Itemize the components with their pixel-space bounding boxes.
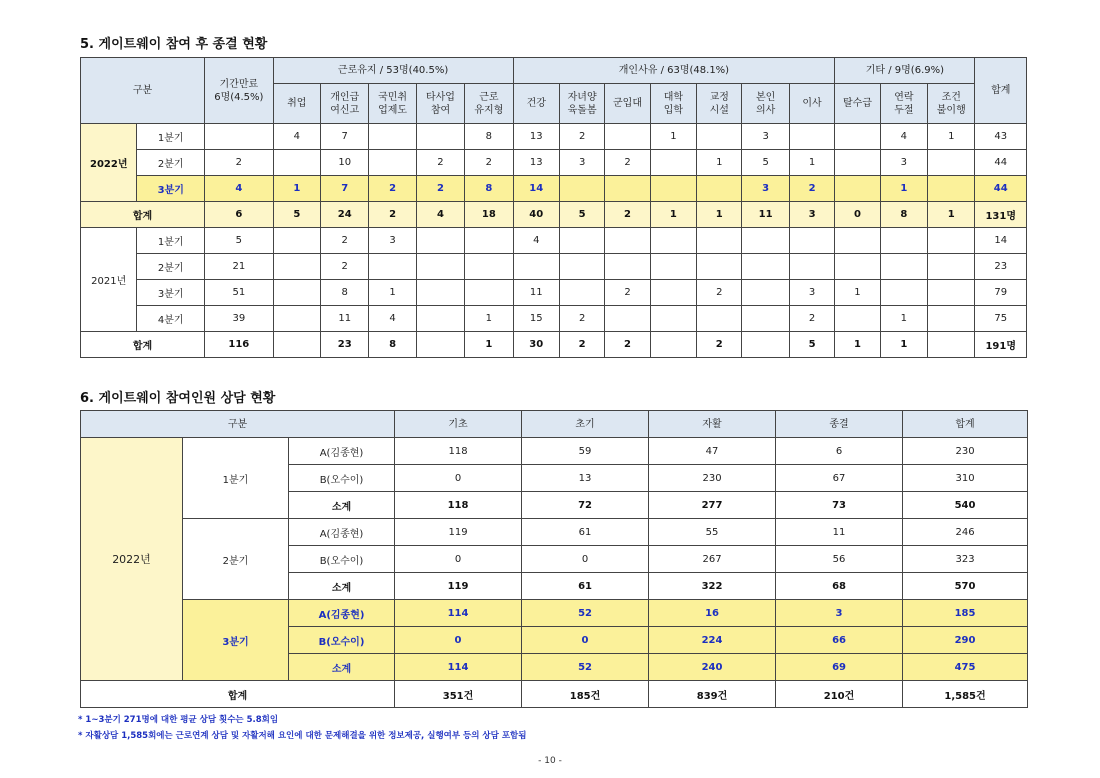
data-cell: 3 [369,228,416,254]
data-cell: 131명 [975,202,1027,228]
sub-header: 개인급 여신고 [321,84,369,124]
quarter-label: 1분기 [137,124,205,150]
data-cell [559,228,604,254]
expiry-header: 기간만료 6명(4.5%) [205,58,274,124]
data-cell: 114 [395,654,522,681]
data-cell: 2 [697,332,742,358]
data-cell: 118 [395,438,522,465]
data-cell: 7 [321,124,369,150]
data-cell [697,124,742,150]
data-cell [650,150,696,176]
table-row [81,438,1028,465]
data-cell [369,124,416,150]
data-cell: 13 [522,465,649,492]
table-row [81,280,1027,306]
table-row [81,150,1027,176]
data-cell [465,254,513,280]
data-cell: 1 [835,332,880,358]
data-cell: 230 [649,465,776,492]
counselor-name: 소계 [289,573,395,600]
termination-table [80,57,1027,358]
data-cell: 10 [321,150,369,176]
data-cell [928,306,975,332]
data-cell: 2 [369,176,416,202]
sub-header: 이사 [789,84,834,124]
data-cell [928,228,975,254]
quarter-label: 1분기 [183,438,289,519]
data-cell: 1 [880,332,927,358]
quarter-label: 2분기 [183,519,289,600]
table-row [81,202,1027,228]
sub-header: 군입대 [605,84,650,124]
data-cell: 2 [605,150,650,176]
year-cell: 2022년 [81,124,137,202]
year-cell: 2022년 [81,438,183,681]
data-cell: 75 [975,306,1027,332]
data-cell [742,254,789,280]
data-cell: 79 [975,280,1027,306]
sum-label: 합계 [81,332,205,358]
data-cell [273,332,320,358]
data-cell: 0 [522,546,649,573]
data-cell: 185 [903,600,1028,627]
data-cell [697,306,742,332]
data-cell: 40 [513,202,559,228]
data-cell: 4 [369,306,416,332]
category-header: 구분 [81,411,395,438]
data-cell: 68 [776,573,903,600]
data-cell [928,332,975,358]
data-cell: 72 [522,492,649,519]
counselor-name: B(오수이) [289,465,395,492]
data-cell [650,306,696,332]
total-cell: 185건 [522,681,649,708]
data-cell: 2 [559,124,604,150]
data-cell [416,254,464,280]
total-cell: 1,585건 [903,681,1028,708]
data-cell: 267 [649,546,776,573]
data-cell: 2 [321,228,369,254]
data-cell: 224 [649,627,776,654]
sub-header: 건강 [513,84,559,124]
data-cell [835,306,880,332]
data-cell: 1 [465,332,513,358]
data-cell: 18 [465,202,513,228]
data-cell: 5 [742,150,789,176]
data-cell: 240 [649,654,776,681]
data-cell: 1 [928,202,975,228]
table-row [81,124,1027,150]
sub-header: 자녀양 육돌봄 [559,84,604,124]
data-cell: 51 [205,280,274,306]
data-cell: 290 [903,627,1028,654]
data-cell: 1 [928,124,975,150]
data-cell [605,124,650,150]
data-cell [559,176,604,202]
data-cell: 14 [513,176,559,202]
data-cell: 118 [395,492,522,519]
data-cell: 5 [273,202,320,228]
data-cell [880,228,927,254]
category-header: 구분 [81,58,205,124]
data-cell: 570 [903,573,1028,600]
column-header: 기초 [395,411,522,438]
counselor-name: A(김종현) [289,600,395,627]
other-group-header: 기타 / 9명(6.9%) [835,58,975,84]
data-cell [928,254,975,280]
data-cell: 7 [321,176,369,202]
data-cell: 13 [513,124,559,150]
data-cell: 230 [903,438,1028,465]
data-cell [559,280,604,306]
data-cell: 540 [903,492,1028,519]
data-cell: 0 [395,546,522,573]
note-consulting: * 자활상담 1,585회에는 근로연계 상담 및 자활저해 요인에 대한 문제해결을 위한 정보제공, 실행여부 등의 상담 포함됨 [78,731,527,741]
data-cell: 44 [975,176,1027,202]
sub-header: 교정 시설 [697,84,742,124]
note-average: * 1~3분기 271명에 대한 평균 상담 횟수는 5.8회임 [78,715,279,725]
total-header: 합계 [975,58,1027,124]
data-cell: 3 [742,124,789,150]
quarter-label: 3분기 [137,280,205,306]
counselor-name: 소계 [289,654,395,681]
data-cell: 3 [559,150,604,176]
data-cell: 0 [395,627,522,654]
data-cell [835,124,880,150]
data-cell [605,306,650,332]
data-cell: 23 [321,332,369,358]
counselor-name: B(오수이) [289,546,395,573]
counselor-name: A(김종현) [289,438,395,465]
data-cell: 8 [321,280,369,306]
data-cell: 119 [395,519,522,546]
table-row [81,306,1027,332]
data-cell: 30 [513,332,559,358]
data-cell: 8 [465,176,513,202]
data-cell: 11 [321,306,369,332]
total-label: 합계 [81,681,395,708]
data-cell: 0 [835,202,880,228]
data-cell [605,228,650,254]
data-cell [273,150,320,176]
year-cell: 2021년 [81,228,137,332]
data-cell: 66 [776,627,903,654]
page-number: - 10 - [538,756,562,766]
data-cell [789,124,834,150]
data-cell [697,176,742,202]
data-cell: 3 [742,176,789,202]
data-cell [789,254,834,280]
data-cell: 475 [903,654,1028,681]
quarter-label: 4분기 [137,306,205,332]
data-cell [928,176,975,202]
data-cell: 59 [522,438,649,465]
column-header: 초기 [522,411,649,438]
data-cell: 310 [903,465,1028,492]
data-cell: 1 [789,150,834,176]
data-cell: 322 [649,573,776,600]
data-cell: 1 [465,306,513,332]
total-cell: 839건 [649,681,776,708]
data-cell [697,254,742,280]
data-cell: 5 [205,228,274,254]
data-cell: 1 [650,202,696,228]
data-cell [742,280,789,306]
data-cell [650,332,696,358]
data-cell: 3 [789,280,834,306]
data-cell: 15 [513,306,559,332]
data-cell [605,176,650,202]
data-cell: 39 [205,306,274,332]
data-cell: 2 [559,306,604,332]
quarter-label: 2분기 [137,150,205,176]
sub-header: 본인 의사 [742,84,789,124]
data-cell [650,254,696,280]
data-cell: 5 [789,332,834,358]
data-cell [273,280,320,306]
data-cell [416,228,464,254]
data-cell: 1 [369,280,416,306]
data-cell: 13 [513,150,559,176]
data-cell [205,124,274,150]
data-cell: 73 [776,492,903,519]
data-cell [742,228,789,254]
data-cell: 24 [321,202,369,228]
data-cell: 246 [903,519,1028,546]
data-cell: 11 [776,519,903,546]
data-cell: 2 [369,202,416,228]
data-cell: 4 [273,124,320,150]
data-cell: 6 [205,202,274,228]
quarter-label: 3분기 [183,600,289,681]
sum-label: 합계 [81,202,205,228]
data-cell [835,176,880,202]
data-cell: 2 [205,150,274,176]
data-cell: 3 [880,150,927,176]
table-row [81,254,1027,280]
data-cell: 14 [975,228,1027,254]
data-cell: 1 [273,176,320,202]
data-cell [416,280,464,306]
data-cell: 2 [789,306,834,332]
data-cell: 2 [416,150,464,176]
sub-header: 연락 두절 [880,84,927,124]
data-cell: 1 [650,124,696,150]
table-row [81,600,1028,627]
data-cell [650,228,696,254]
sub-header: 탈수급 [835,84,880,124]
data-cell: 2 [559,332,604,358]
table-row [81,332,1027,358]
data-cell: 2 [605,280,650,306]
data-cell [465,280,513,306]
data-cell [650,176,696,202]
data-cell [465,228,513,254]
data-cell: 61 [522,573,649,600]
data-cell: 8 [880,202,927,228]
data-cell: 2 [697,280,742,306]
data-cell [742,332,789,358]
data-cell: 191명 [975,332,1027,358]
data-cell: 44 [975,150,1027,176]
data-cell: 11 [742,202,789,228]
data-cell: 55 [649,519,776,546]
quarter-label: 2분기 [137,254,205,280]
data-cell: 4 [416,202,464,228]
personal-group-header: 개인사유 / 63명(48.1%) [513,58,835,84]
data-cell [880,254,927,280]
column-header: 종결 [776,411,903,438]
sub-header: 타사업 참여 [416,84,464,124]
table-row [81,228,1027,254]
data-cell [273,254,320,280]
data-cell: 2 [789,176,834,202]
sub-header: 취업 [273,84,320,124]
data-cell: 116 [205,332,274,358]
data-cell: 2 [416,176,464,202]
data-cell: 8 [369,332,416,358]
data-cell [697,228,742,254]
data-cell [559,254,604,280]
data-cell [835,150,880,176]
counseling-table [80,410,1028,708]
data-cell: 52 [522,654,649,681]
data-cell: 1 [880,306,927,332]
data-cell: 1 [697,150,742,176]
data-cell: 0 [522,627,649,654]
data-cell [605,254,650,280]
column-header: 자활 [649,411,776,438]
data-cell: 4 [513,228,559,254]
data-cell: 43 [975,124,1027,150]
data-cell [416,306,464,332]
data-cell: 2 [605,202,650,228]
data-cell: 56 [776,546,903,573]
table-row [81,176,1027,202]
data-cell [880,280,927,306]
data-cell: 3 [789,202,834,228]
data-cell: 323 [903,546,1028,573]
work-group-header: 근로유지 / 53명(40.5%) [273,58,513,84]
sub-header: 근로 유지형 [465,84,513,124]
data-cell: 1 [697,202,742,228]
counselor-name: 소계 [289,492,395,519]
data-cell [513,254,559,280]
data-cell: 119 [395,573,522,600]
data-cell: 6 [776,438,903,465]
data-cell: 69 [776,654,903,681]
data-cell: 21 [205,254,274,280]
data-cell: 8 [465,124,513,150]
data-cell: 11 [513,280,559,306]
data-cell [273,228,320,254]
data-cell: 16 [649,600,776,627]
data-cell [369,150,416,176]
sub-header: 국민취 업제도 [369,84,416,124]
data-cell: 4 [205,176,274,202]
quarter-label: 3분기 [137,176,205,202]
data-cell [835,254,880,280]
data-cell [742,306,789,332]
data-cell: 2 [605,332,650,358]
data-cell [835,228,880,254]
data-cell: 2 [321,254,369,280]
data-cell: 1 [835,280,880,306]
table-row [81,519,1028,546]
counselor-name: A(김종현) [289,519,395,546]
section5-title: 5. 게이트웨이 참여 후 종결 현황 [80,37,268,52]
data-cell: 5 [559,202,604,228]
data-cell: 4 [880,124,927,150]
data-cell [416,332,464,358]
data-cell [416,124,464,150]
data-cell [928,280,975,306]
data-cell: 0 [395,465,522,492]
total-cell: 210건 [776,681,903,708]
data-cell [369,254,416,280]
data-cell: 1 [880,176,927,202]
data-cell [928,150,975,176]
data-cell [789,228,834,254]
data-cell: 3 [776,600,903,627]
data-cell: 67 [776,465,903,492]
data-cell: 114 [395,600,522,627]
sub-header: 조건 불이행 [928,84,975,124]
column-header: 합계 [903,411,1028,438]
data-cell: 23 [975,254,1027,280]
data-cell: 2 [465,150,513,176]
data-cell: 47 [649,438,776,465]
data-cell [273,306,320,332]
section6-title: 6. 게이트웨이 참여인원 상담 현황 [80,391,276,406]
data-cell: 52 [522,600,649,627]
data-cell: 277 [649,492,776,519]
sub-header: 대학 입학 [650,84,696,124]
counselor-name: B(오수이) [289,627,395,654]
quarter-label: 1분기 [137,228,205,254]
data-cell: 61 [522,519,649,546]
total-row [81,681,1028,708]
total-cell: 351건 [395,681,522,708]
data-cell [650,280,696,306]
